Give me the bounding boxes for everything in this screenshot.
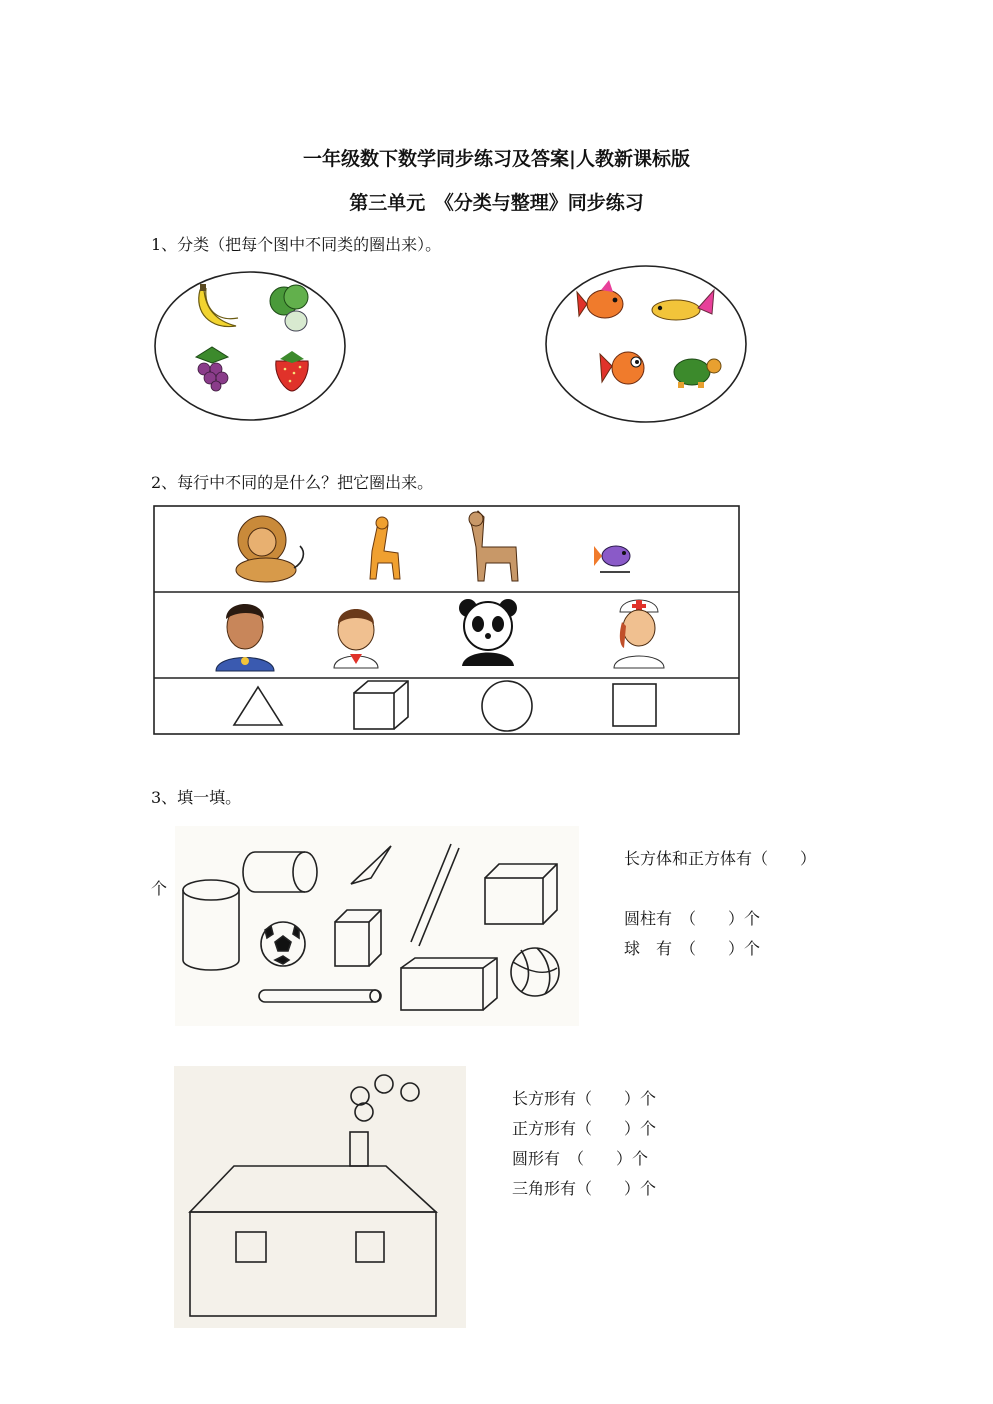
page-title: 一年级数下数学同步练习及答案|人教新课标版 [303,148,690,170]
fill-cuboid-cube: 长方体和正方体有（ ） [624,849,817,868]
lion-icon [226,512,308,584]
fill-triangle: 三角形有（ ）个 [512,1179,657,1198]
banana-icon [190,282,242,334]
fill-square: 正方形有（ ）个 [512,1119,657,1138]
strawberry-icon [270,347,314,393]
question-3-prompt: 3、填一填。 [151,788,242,807]
solids-picture [175,826,579,1026]
unit-subtitle: 第三单元 《分类与整理》同步练习 [349,192,644,214]
circle-shape [478,679,536,733]
nurse-icon [610,596,668,668]
fish-icon [648,280,718,330]
triangle-shape [230,683,286,729]
fill-circle: 圆形有 （ ）个 [512,1149,649,1168]
stray-char: 个 [151,879,168,898]
fish-icon [598,342,654,392]
house-picture [174,1066,466,1328]
grape-icon [188,345,238,393]
cabbage-icon [264,283,320,335]
camel-icon [460,507,530,585]
fill-rectangle: 长方形有（ ）个 [512,1089,657,1108]
question-1-prompt: 1、分类（把每个图中不同类的圈出来）。 [151,235,442,254]
fill-cylinder: 圆柱有 （ ）个 [624,909,761,928]
cube-shape [350,679,414,731]
panda-icon [454,596,522,668]
man-icon [212,595,278,671]
giraffe-icon [360,515,408,583]
boy-icon [328,598,384,668]
question-2-prompt: 2、每行中不同的是什么？把它圈出来。 [151,473,434,492]
fruit-group-circle [150,268,350,428]
fish-icon [592,540,638,576]
fill-ball: 球 有 （ ）个 [624,939,761,958]
square-shape [610,681,660,729]
turtle-icon [668,348,724,392]
fish-icon [575,278,631,330]
